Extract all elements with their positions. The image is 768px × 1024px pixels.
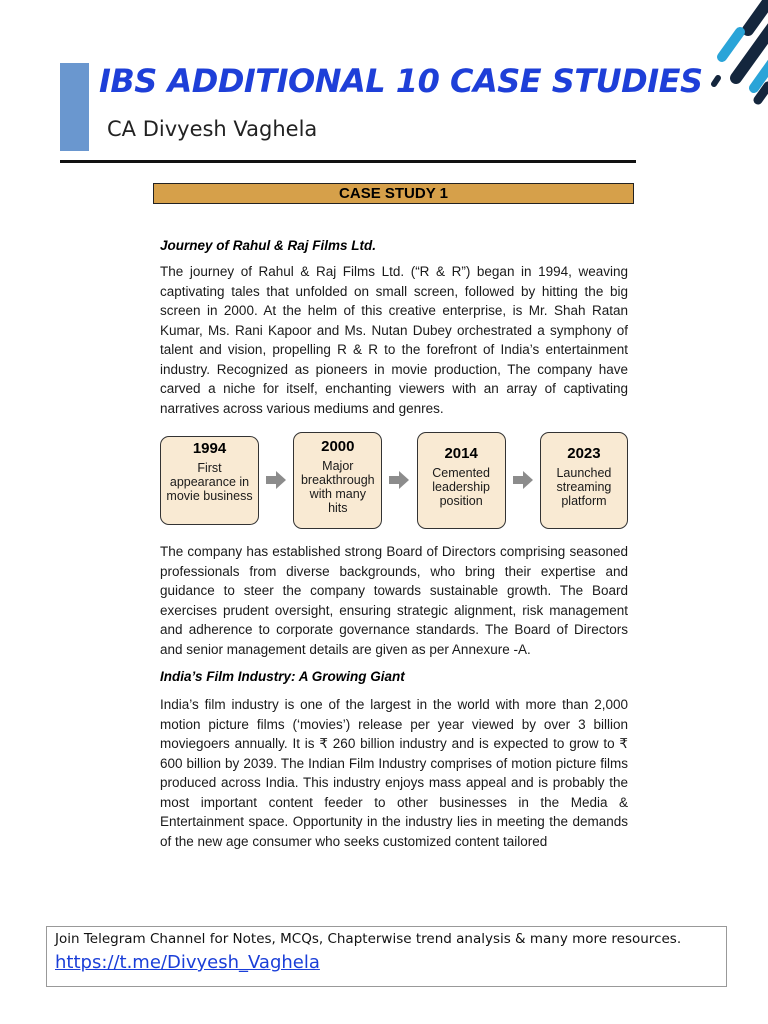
telegram-footer <box>46 926 727 987</box>
timeline-desc: Major breakthrough with many hits <box>300 458 375 515</box>
section-heading-journey: Journey of Rahul & Raj Films Ltd. <box>160 238 377 253</box>
timeline-item-1994 <box>160 436 259 525</box>
paragraph-industry: India’s film industry is one of the largest in the world with more than 2,000 motion picture films (‘movies’) release per year viewed by over 3 billion moviegoers annually. It is ₹ 260 billion industry and is expected to grow to ₹ 600 billion by 2039. The Indian Film Industry comprises of motion picture films produced across India. This industry enjoys mass appeal and is probably the most important content feeder to other businesses in the Media & Entertainment space. Opportunity in the industry lies in meeting the demands of the new age consumer who seeks customized content tailored <box>160 697 628 849</box>
document-title: IBS ADDITIONAL 10 CASE STUDIES <box>99 62 703 100</box>
timeline-item-2000 <box>293 432 382 529</box>
paragraph-journey: The journey of Rahul & Raj Films Ltd. (“R & R”) began in 1994, weaving captivating tales that unfolded on small screen, followed by hitting the big screen in 2000. At the helm of this creative enterprise, is Mr. Shah Ratan Kumar, Ms. Rani Kapoor and Ms. Nutan Dubey orchestrated a symphony of talent and vision, propelling R & R to the forefront of India’s entertainment industry. Recognized as pioneers in movie production, The company have carved a niche for itself, enchanting viewers with an array of captivating narratives across various mediums and genres. <box>160 264 628 416</box>
timeline-year: 2023 <box>567 444 601 462</box>
right-arrow-icon <box>513 471 533 489</box>
telegram-link[interactable]: https://t.me/Divyesh_Vaghela <box>55 952 320 973</box>
title-accent-bar <box>60 63 89 151</box>
section-heading-industry: India’s Film Industry: A Growing Giant <box>160 669 405 684</box>
header-divider <box>60 160 636 163</box>
company-timeline <box>160 432 628 528</box>
footer-message: Join Telegram Channel for Notes, MCQs, Chapterwise trend analysis & many more resources. <box>55 931 682 947</box>
timeline-item-2023 <box>540 432 628 529</box>
case-study-banner: CASE STUDY 1 <box>153 183 634 204</box>
right-arrow-icon <box>389 471 409 489</box>
author-name: CA Divyesh Vaghela <box>107 117 318 141</box>
paragraph-board: The company has established strong Board of Directors comprising seasoned professionals from diverse backgrounds, who bring their expertise and guidance to steer the company towards sustainable growth. The Board exercises prudent oversight, ensuring strategic alignment, risk management and adherence to corporate governance standards. The Board of Directors and senior management details are given as per Annexure -A. <box>160 544 628 657</box>
timeline-year: 1994 <box>192 439 227 457</box>
document-body <box>160 237 628 851</box>
right-arrow-icon <box>266 471 286 489</box>
timeline-item-2014 <box>417 432 506 529</box>
timeline-desc: Launched streaming platform <box>556 465 612 508</box>
timeline-desc: First appearance in movie business <box>166 460 253 503</box>
timeline-year: 2000 <box>321 437 355 455</box>
timeline-year: 2014 <box>444 444 478 462</box>
timeline-desc: Cemented leadership position <box>432 465 490 508</box>
